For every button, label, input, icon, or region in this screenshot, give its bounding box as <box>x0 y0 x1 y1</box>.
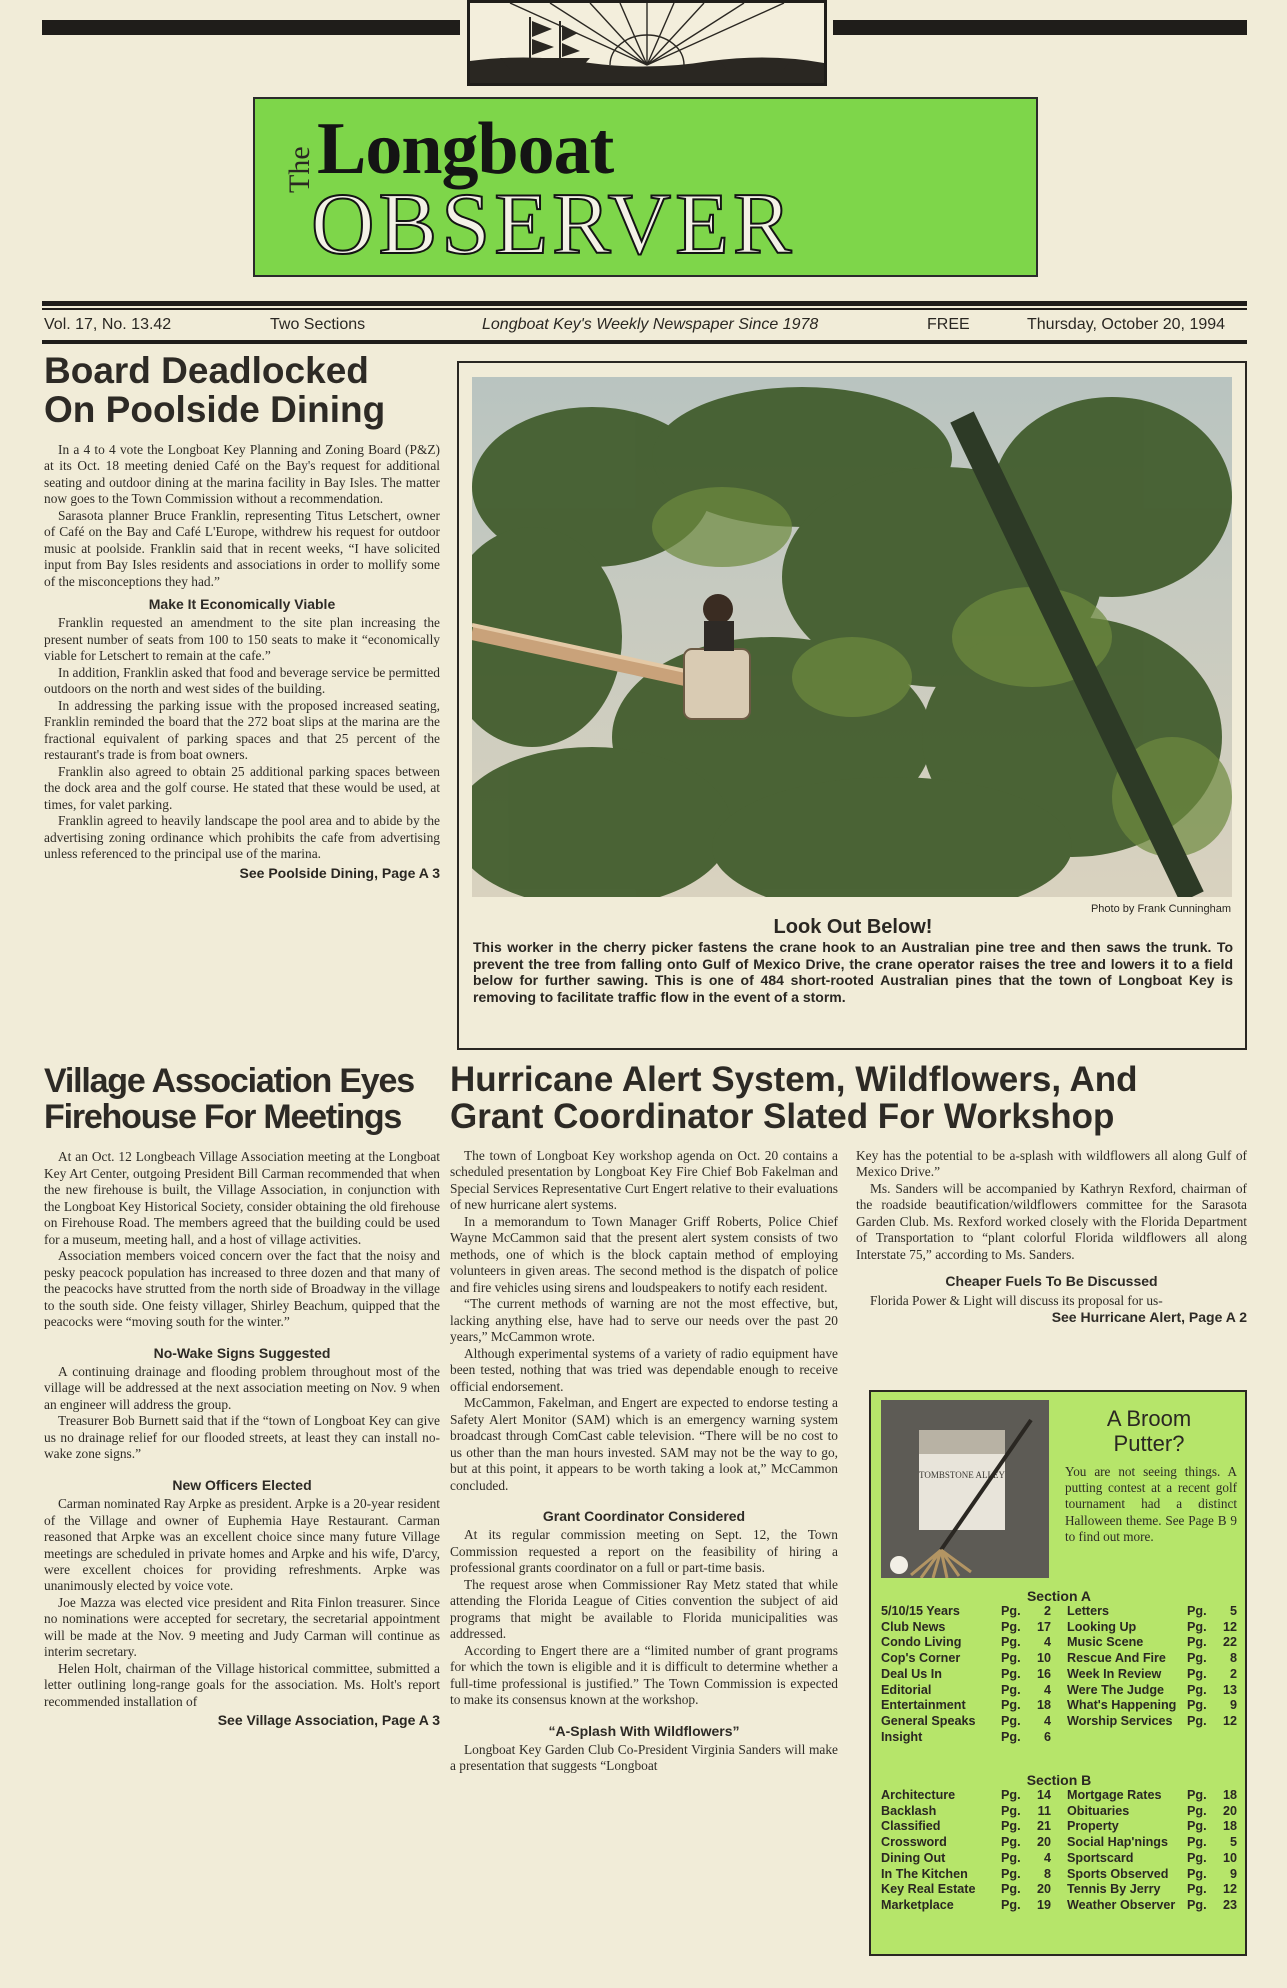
index-entry[interactable] <box>881 1604 1051 1620</box>
index-entry-pg: Pg. <box>1001 1635 1021 1650</box>
index-entry-pg: Pg. <box>1187 1803 1207 1818</box>
index-entry[interactable] <box>1067 1651 1237 1667</box>
index-entry-name: Were The Judge <box>1067 1682 1165 1697</box>
paragraph: A continuing drainage and flooding problem throughout most of the village will be addressed at the next association meeting on Nov. 9 when an engineer will address the group. <box>44 1363 440 1412</box>
paragraph: Franklin agreed to heavily landscape the pool area and to abide by the advertising zoning ordinance which prohibits the cafe from advertising unless referenced to the principal use of the marina. <box>44 813 440 862</box>
tree-removal-photo <box>472 377 1232 897</box>
index-entry-pg: Pg. <box>1187 1635 1207 1650</box>
index-entry[interactable] <box>1067 1788 1237 1804</box>
caption-text: This worker in the cherry picker fastens the crane hook to an Australian pine tree and then saws the trunk. To prevent the tree from falling onto Gulf of Mexico Drive, the crane operator raises the tree and lowers it to a field below for further sawing. This is one of 484 short-rooted Australian pines that the town of Longboat Key is removing to facilitate traffic flow in the event of a storm. <box>473 939 1233 1005</box>
ship-illustration <box>470 3 824 83</box>
masthead-rule-right <box>833 20 1247 35</box>
paragraph: McCammon, Fakelman, and Engert are expected to endorse testing a Safety Alert Monitor (SAM) which is an emergency warning system broadcast through ComCast cable television. “There will be no cost to us other than the man hours invested. SAM may not be the way to go, but at this point, it appears to be worth taking a look at,” McCammon concluded. <box>450 1395 838 1493</box>
index-entry-pg: Pg. <box>1187 1698 1207 1713</box>
index-entry-name: Condo Living <box>881 1635 962 1650</box>
index-entry-page: 5 <box>1229 1604 1237 1618</box>
paragraph: Sarasota planner Bruce Franklin, representing Titus Letschert, owner of Café on the Bay and Café L'Europe, withdrew his request for outdoor music at poolside. Franklin said that in recent weeks, “I have solicited input from Bay Isles residents and associations in order to mollify some of the misconceptions they had.” <box>44 507 440 589</box>
hurricane-subhead-grant: Grant Coordinator Considered <box>542 1508 746 1525</box>
section-a-label: Section A <box>1026 1588 1092 1604</box>
paragraph: In a memorandum to Town Manager Griff Roberts, Police Chief Wayne McCammon said that the present alert system consists of two methods, one of which is the block captain method of employing volunteers in given areas. The second method is the dispatch of police and fire vehicles using sirens and loudspeakers to notify each resident. <box>450 1213 838 1295</box>
board-body <box>44 442 440 863</box>
index-entry-name: Week In Review <box>1067 1666 1162 1681</box>
index-entry[interactable] <box>881 1667 1051 1683</box>
index-entry[interactable] <box>881 1898 1051 1914</box>
photo-credit: Photo by Frank Cunningham <box>1090 903 1231 915</box>
index-entry[interactable] <box>881 1714 1051 1730</box>
paragraph: Key has the potential to be a-splash with wildflowers all along Gulf of Mexico Drive.” <box>856 1148 1247 1180</box>
masthead-nameplate <box>253 97 1038 277</box>
village-jump-link[interactable]: See Village Association, Page A 3 <box>217 1712 440 1729</box>
index-entry-pg: Pg. <box>1001 1898 1021 1913</box>
index-entry-pg: Pg. <box>1001 1651 1021 1666</box>
index-entry[interactable] <box>881 1851 1051 1867</box>
index-entry[interactable] <box>1067 1698 1237 1714</box>
broom-text: You are not seeing things. A putting contest at a recent golf tournament had a distinct Halloween theme. See Page B 9 to find out more. <box>1065 1464 1237 1544</box>
village-headline <box>44 1064 440 1135</box>
index-entry-page: 2 <box>1043 1604 1051 1618</box>
index-entry-name: Architecture <box>881 1788 956 1802</box>
index-entry-pg: Pg. <box>1187 1619 1207 1634</box>
paragraph: Treasurer Bob Burnett said that if the “town of Longboat Key can give us no drainage relief for our flooded streets, at least they can install no-wake zone signs.” <box>44 1413 440 1462</box>
index-entry-pg: Pg. <box>1187 1850 1207 1865</box>
village-subhead-officers: New Officers Elected <box>172 1476 312 1493</box>
dateline-rule-bottom <box>42 340 1247 344</box>
board-jump-link[interactable]: See Poolside Dining, Page A 3 <box>239 864 440 881</box>
index-entry-page: 22 <box>1222 1635 1237 1650</box>
index-entry-page: 12 <box>1222 1882 1237 1897</box>
village-headline-line2: Firehouse For Meetings <box>44 1097 402 1136</box>
index-entry[interactable] <box>1067 1835 1237 1851</box>
index-entry-page: 12 <box>1222 1619 1237 1634</box>
paragraph: According to Engert there are a “limited number of grant programs for which the town is eligible and it is difficult to determine whether a full-time professional is justified.” The Town Commission is expected to make its consensus known at the workshop. <box>450 1642 838 1708</box>
index-entry[interactable] <box>881 1788 1051 1804</box>
section-b-left-list <box>881 1788 1051 1914</box>
index-entry-page: 12 <box>1222 1714 1237 1729</box>
masthead-longboat: Longboat <box>317 108 614 190</box>
index-entry-pg: Pg. <box>1001 1666 1021 1681</box>
index-entry-page: 9 <box>1229 1866 1237 1881</box>
index-entry[interactable] <box>881 1882 1051 1898</box>
index-entry-pg: Pg. <box>1187 1866 1207 1881</box>
index-entry-name: Cop's Corner <box>881 1651 961 1666</box>
masthead-rule-left <box>42 20 460 35</box>
index-entry-name: Key Real Estate <box>881 1882 976 1897</box>
paragraph: In addressing the parking issue with the proposed increased seating, Franklin reminded the board that the 272 boat slips at the marina are the fractional equivalent of parking spaces and that 25 percent of the restaurant's trade is from boat owners. <box>44 697 440 763</box>
index-entry-name: Music Scene <box>1067 1635 1144 1650</box>
index-entry-pg: Pg. <box>1001 1788 1021 1802</box>
index-entry-page: 16 <box>1036 1666 1051 1681</box>
index-entry-page: 10 <box>1036 1651 1051 1666</box>
index-entry-pg: Pg. <box>1187 1651 1207 1666</box>
index-entry-page: 20 <box>1036 1882 1051 1897</box>
photo-illustration <box>472 377 1232 897</box>
index-entry-page: 4 <box>1043 1635 1051 1650</box>
index-entry-name: Rescue And Fire <box>1067 1651 1166 1666</box>
paragraph: Although experimental systems of a variety of radio equipment have been tested, nothing that was tried was dependable enough to receive official endorsement. <box>450 1345 838 1394</box>
masthead-the: The <box>283 146 316 193</box>
index-entry-name: Letters <box>1067 1604 1109 1618</box>
paragraph: Franklin requested an amendment to the site plan increasing the present number of seats from 100 to 150 seats to make it “economically viable for Letschert to remain at the cafe.” <box>44 615 440 664</box>
village-article <box>44 1064 440 1964</box>
index-entry-name: Editorial <box>881 1682 932 1697</box>
index-entry-pg: Pg. <box>1001 1882 1021 1897</box>
paragraph: At an Oct. 12 Longbeach Village Association meeting at the Longboat Key Art Center, outgoing President Bill Carman recommended that when the new firehouse is built, the Village Association, in conjunction with the Longboat Key Historical Society, consider obtaining the old firehouse on Firehouse Road. The members agreed that the building could be used for a museum, meeting hall, and a host of village activities. <box>44 1149 440 1247</box>
index-entry-page: 18 <box>1222 1788 1237 1802</box>
index-entry-name: In The Kitchen <box>881 1866 968 1881</box>
index-entry-page: 5 <box>1229 1835 1237 1850</box>
paragraph: The request arose when Commissioner Ray Metz stated that while attending the Florida League of Cities convention the subject of aid programs that might be available to Florida municipalities was addressed. <box>450 1576 838 1642</box>
board-headline-line1: Board Deadlocked <box>44 350 369 391</box>
index-entry[interactable] <box>881 1867 1051 1883</box>
index-entry-page: 8 <box>1229 1651 1237 1666</box>
index-entry-page: 4 <box>1043 1850 1051 1865</box>
index-entry[interactable] <box>881 1835 1051 1851</box>
paragraph: At its regular commission meeting on Sept. 12, the Town Commission requested a report on the feasibility of hiring a professional grants coordinator on a full or part-time basis. <box>450 1527 838 1576</box>
index-entry[interactable] <box>881 1651 1051 1667</box>
index-entry[interactable] <box>1067 1604 1237 1620</box>
hurricane-jump-link[interactable]: See Hurricane Alert, Page A 2 <box>1051 1309 1247 1326</box>
hurricane-column-1 <box>450 1148 838 1958</box>
index-entry-pg: Pg. <box>1001 1866 1021 1881</box>
index-entry-pg: Pg. <box>1187 1882 1207 1897</box>
paragraph: Association members voiced concern over the fact that the noisy and pesky peacock population has increased to three dozen and that many of the peacocks have strutted from the north side of Broadway in the village to the south side. One feisty villager, Shirley Beachum, quipped that the peacocks were “moving south for the winter.” <box>44 1248 440 1330</box>
village-body <box>44 1149 440 1710</box>
index-entry-pg: Pg. <box>1187 1666 1207 1681</box>
paragraph: The town of Longboat Key workshop agenda on Oct. 20 contains a scheduled presentation by Longboat Key Fire Chief Bob Fakelman and Special Services Representative Curt Engert relative to their evaluations of new hurricane alert systems. <box>450 1148 838 1213</box>
index-entry-name: Entertainment <box>881 1698 966 1713</box>
volume-number: Vol. 17, No. 13.42 <box>44 316 172 333</box>
broom-title <box>1059 1406 1239 1457</box>
dateline-rule-top <box>42 301 1247 306</box>
index-entry-name: Looking Up <box>1067 1619 1137 1634</box>
broom-title-line2: Putter? <box>1113 1431 1185 1457</box>
index-entry[interactable] <box>1067 1620 1237 1636</box>
section-a-left-list <box>881 1604 1051 1746</box>
index-entry[interactable] <box>881 1730 1051 1746</box>
board-headline <box>44 352 440 430</box>
index-entry-name: Property <box>1067 1819 1119 1834</box>
paragraph: In a 4 to 4 vote the Longboat Key Planning and Zoning Board (P&Z) at its Oct. 18 meeting denied Café on the Bay's request for additional seating and outdoor dining at the marina facility in Bay Isles. The matter now goes to the Town Commission without a recommendation. <box>44 441 440 507</box>
dateline-rule-top-thin <box>42 308 1247 310</box>
issue-date: Thursday, October 20, 1994 <box>1027 316 1226 333</box>
index-entry-pg: Pg. <box>1187 1835 1207 1850</box>
index-entry-name: Sports Observed <box>1067 1866 1169 1881</box>
section-b-right-list <box>1067 1788 1237 1914</box>
tagline: Longboat Key's Weekly Newspaper Since 1978 <box>482 316 819 333</box>
index-entry-name: Insight <box>881 1729 923 1744</box>
index-entry-pg: Pg. <box>1187 1788 1207 1802</box>
index-entry-pg: Pg. <box>1187 1898 1207 1913</box>
index-entry-page: 21 <box>1036 1819 1051 1834</box>
feature-photo-box <box>457 361 1247 1050</box>
paragraph: “The current methods of warning are not the most effective, but, lacking anything else, have had to serve our needs over the past 20 years,” McCammon wrote. <box>450 1296 838 1345</box>
index-entry-pg: Pg. <box>1001 1835 1021 1850</box>
index-entry-page: 11 <box>1037 1803 1051 1818</box>
index-entry-name: Mortgage Rates <box>1067 1788 1162 1802</box>
index-entry-page: 2 <box>1229 1666 1237 1681</box>
section-count: Two Sections <box>270 316 366 333</box>
sign-text: TOMBSTONE ALLEY <box>919 1470 1005 1480</box>
paragraph: Florida Power & Light will discuss its proposal for us- <box>870 1292 1163 1308</box>
dateline <box>42 312 1247 342</box>
index-entry-pg: Pg. <box>1001 1803 1021 1818</box>
index-entry[interactable] <box>1067 1882 1237 1898</box>
index-entry-name: 5/10/15 Years <box>881 1604 960 1618</box>
index-entry-name: Deal Us In <box>881 1666 942 1681</box>
index-entry[interactable] <box>1067 1714 1237 1730</box>
section-a-right-list <box>1067 1604 1237 1746</box>
index-entry[interactable] <box>1067 1819 1237 1835</box>
paragraph: Joe Mazza was elected vice president and Rita Finlon treasurer. Since no nominations were accepted for secretary, the secretarial appointment will be made at the Nov. 9 meeting and Judy Carman will continue as interim secretary. <box>44 1594 440 1660</box>
index-entry-page: 20 <box>1036 1835 1051 1850</box>
index-entry-name: What's Happening <box>1067 1698 1177 1713</box>
index-entry-pg: Pg. <box>1187 1682 1207 1697</box>
index-entry-name: Backlash <box>881 1803 937 1818</box>
index-entry-page: 14 <box>1036 1788 1051 1802</box>
index-entry-name: Club News <box>881 1619 946 1634</box>
broom-photo <box>881 1400 1049 1578</box>
index-entry[interactable] <box>881 1804 1051 1820</box>
board-headline-line2: On Poolside Dining <box>44 388 386 430</box>
index-entry-name: General Speaks <box>881 1714 976 1729</box>
index-entry-page: 10 <box>1222 1850 1237 1865</box>
board-article <box>44 352 440 1052</box>
hurricane-subhead-fuels: Cheaper Fuels To Be Discussed <box>945 1273 1158 1290</box>
index-entry-pg: Pg. <box>1001 1729 1021 1744</box>
index-entry-page: 17 <box>1036 1619 1051 1634</box>
village-headline-line1: Village Association Eyes <box>44 1062 414 1100</box>
hurricane-headline <box>450 1062 1250 1136</box>
photo-caption <box>473 916 1233 1005</box>
paragraph: Longboat Key Garden Club Co-President Virginia Sanders will make a presentation that suggests “Longboat <box>450 1741 838 1774</box>
board-subhead: Make It Economically Viable <box>148 596 336 613</box>
index-entry-pg: Pg. <box>1001 1850 1021 1865</box>
section-b <box>881 1772 1237 1914</box>
index-entry-name: Obituaries <box>1067 1803 1130 1818</box>
index-entry-name: Social Hap'nings <box>1067 1835 1168 1850</box>
index-entry-pg: Pg. <box>1001 1682 1021 1697</box>
index-entry-page: 20 <box>1222 1803 1237 1818</box>
paragraph: Franklin also agreed to obtain 25 additional parking spaces between the dock area and the golf course. He stated that these would be used, at times, for valet parking. <box>44 763 440 812</box>
index-entry-name: Marketplace <box>881 1898 954 1913</box>
index-entry-name: Worship Services <box>1067 1714 1173 1729</box>
index-entry-page: 9 <box>1229 1698 1237 1713</box>
index-entry[interactable] <box>1067 1898 1237 1914</box>
section-a <box>881 1588 1237 1746</box>
index-entry-pg: Pg. <box>1001 1604 1021 1618</box>
index-entry[interactable] <box>881 1819 1051 1835</box>
index-entry[interactable] <box>1067 1635 1237 1651</box>
paragraph: Ms. Sanders will be accompanied by Kathryn Rexford, chairman of the roadside beautification/wildflowers committee for the Sarasota Garden Club. Ms. Rexford worked closely with the Florida Department of Transportation to “plant colorful Florida wildflowers all along Interstate 75,” according to Ms. Sanders. <box>856 1180 1247 1262</box>
hurricane-headline-line2: Grant Coordinator Slated For Workshop <box>450 1096 1115 1136</box>
index-entry-pg: Pg. <box>1187 1819 1207 1834</box>
paragraph: In addition, Franklin asked that food and beverage service be permitted outdoors on the north and west sides of the building. <box>44 664 440 697</box>
index-entry-page: 4 <box>1043 1682 1051 1697</box>
ship-sunrise-emblem <box>467 0 827 86</box>
index-entry-name: Classified <box>881 1819 941 1834</box>
index-entry[interactable] <box>1067 1804 1237 1820</box>
index-entry[interactable] <box>881 1698 1051 1714</box>
index-entry-page: 19 <box>1036 1898 1051 1913</box>
index-entry-pg: Pg. <box>1001 1698 1021 1713</box>
index-entry-page: 23 <box>1222 1898 1237 1913</box>
index-entry-page: 6 <box>1043 1729 1051 1744</box>
index-entry-name: Weather Observer <box>1067 1898 1176 1913</box>
index-entry-name: Crossword <box>881 1835 947 1850</box>
index-entry-pg: Pg. <box>1187 1604 1207 1618</box>
index-entry-page: 8 <box>1043 1866 1051 1881</box>
index-entry[interactable] <box>881 1683 1051 1699</box>
index-entry-page: 4 <box>1043 1714 1051 1729</box>
index-entry-page: 18 <box>1222 1819 1237 1834</box>
hurricane-headline-line1: Hurricane Alert System, Wildflowers, And <box>450 1060 1138 1099</box>
index-entry[interactable] <box>1067 1667 1237 1683</box>
index-entry-pg: Pg. <box>1001 1819 1021 1834</box>
index-entry[interactable] <box>1067 1867 1237 1883</box>
broom-and-index-box <box>869 1390 1247 1956</box>
index-entry-pg: Pg. <box>1001 1619 1021 1634</box>
section-b-label: Section B <box>1026 1772 1092 1788</box>
caption-title: Look Out Below! <box>773 916 933 938</box>
hurricane-column-2 <box>856 1148 1247 1378</box>
index-entry-name: Sportscard <box>1067 1850 1134 1865</box>
hurricane-subhead-wildflowers: “A-Splash With Wildflowers” <box>548 1722 740 1739</box>
index-entry[interactable] <box>1067 1683 1237 1699</box>
village-subhead-nowake: No-Wake Signs Suggested <box>153 1344 331 1361</box>
index-entry[interactable] <box>881 1620 1051 1636</box>
index-entry-name: Tennis By Jerry <box>1067 1882 1161 1897</box>
masthead-observer: OBSERVER <box>311 176 796 273</box>
paragraph: Carman nominated Ray Arpke as president. Arpke is a 20-year resident of the Village and owner of Euphemia Haye Restaurant. Carman reasoned that Arpke was an excellent choice since many future Village meetings are scheduled in private homes and Arpke and his wife, D'arcy, were excellent choices for providing refreshments. Arpke was unanimously elected by voice vote. <box>44 1496 440 1594</box>
index-entry[interactable] <box>881 1635 1051 1651</box>
paragraph: Helen Holt, chairman of the Village historical committee, submitted a letter outlining long-range goals for the association. Ms. Holt's report recommended installation of <box>44 1660 440 1709</box>
index-entry-page: 13 <box>1222 1682 1237 1697</box>
index-entry-name: Dining Out <box>881 1850 946 1865</box>
index-entry-page: 18 <box>1036 1698 1051 1713</box>
index-entry[interactable] <box>1067 1851 1237 1867</box>
index-entry-pg: Pg. <box>1187 1714 1207 1729</box>
broom-title-line1: A Broom <box>1106 1406 1192 1431</box>
price: FREE <box>927 316 970 333</box>
index-entry-pg: Pg. <box>1001 1714 1021 1729</box>
broom-illustration <box>881 1400 1049 1578</box>
